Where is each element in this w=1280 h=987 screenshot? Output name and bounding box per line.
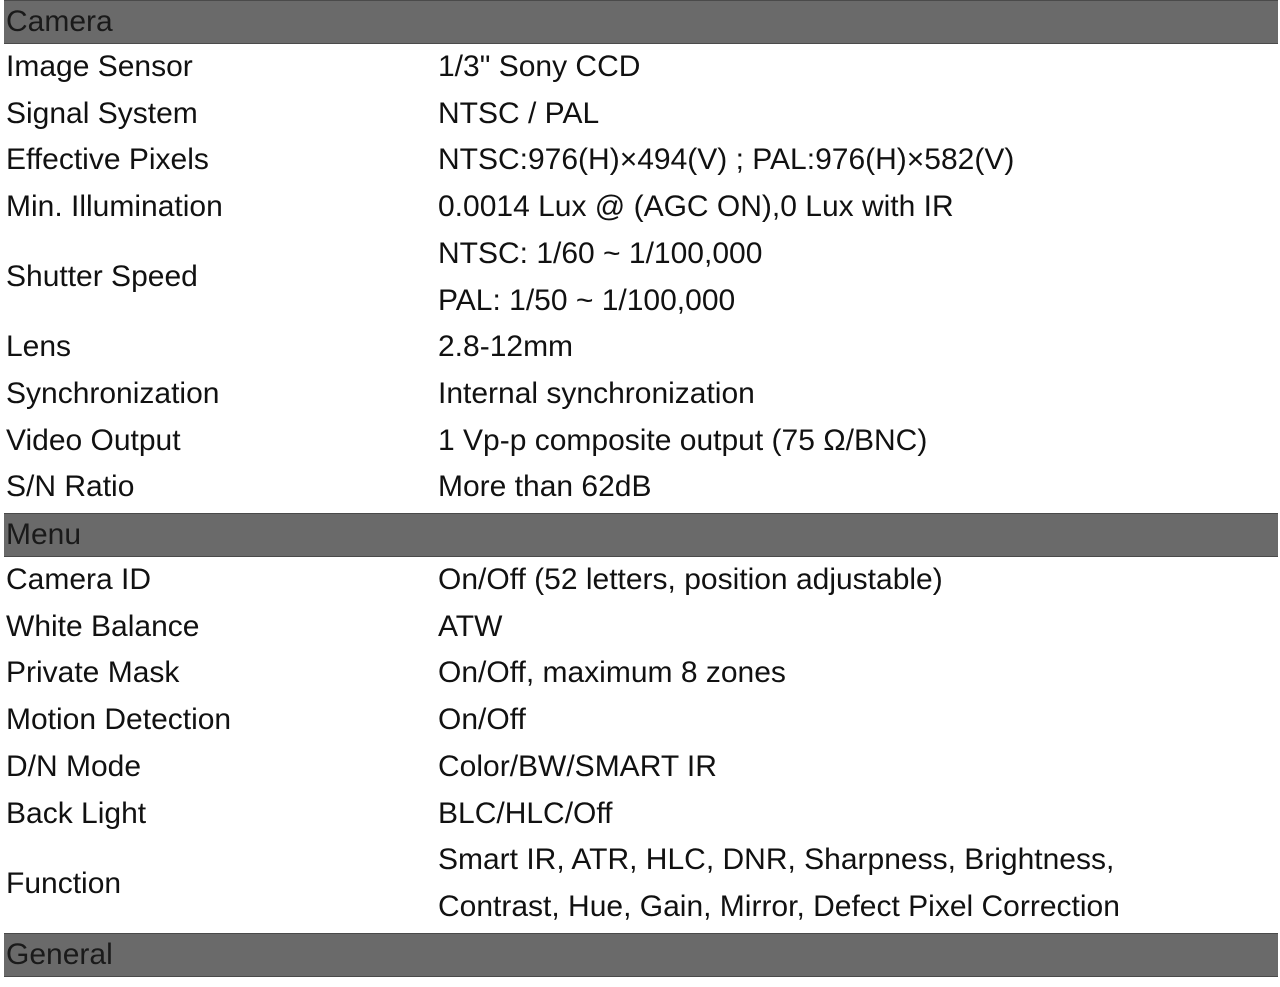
spec-value — [438, 557, 1278, 604]
spec-value-line: Contrast, Hue, Gain, Mirror, Defect Pixel Correction — [438, 889, 1120, 923]
spec-label: D/N Mode — [6, 749, 142, 783]
spec-value — [438, 604, 1278, 651]
spec-row — [4, 791, 1278, 838]
spec-row — [4, 557, 1278, 604]
spec-value — [438, 371, 1278, 418]
spec-value-line: NTSC: 1/60 ~ 1/100,000 — [438, 236, 763, 270]
spec-label: Lens — [6, 330, 72, 364]
spec-row — [4, 137, 1278, 184]
spec-value — [438, 324, 1278, 371]
spec-value — [438, 650, 1278, 697]
spec-value — [438, 837, 1278, 930]
spec-row — [4, 464, 1278, 511]
section-header-menu: Menu — [4, 513, 1278, 557]
spec-label: Synchronization — [6, 376, 220, 410]
spec-value-line: On/Off, maximum 8 zones — [438, 656, 786, 690]
spec-row — [4, 44, 1278, 91]
spec-value — [438, 231, 1278, 324]
spec-label: Effective Pixels — [6, 143, 209, 177]
spec-label: Shutter Speed — [6, 260, 198, 294]
spec-row — [4, 231, 1278, 324]
spec-value-line: 2.8-12mm — [438, 330, 574, 364]
spec-value — [438, 464, 1278, 511]
spec-value-line: On/Off (52 letters, position adjustable) — [438, 563, 943, 596]
spec-label: S/N Ratio — [6, 470, 135, 504]
spec-label: Back Light — [6, 796, 147, 830]
spec-value — [438, 697, 1278, 744]
spec-row — [4, 371, 1278, 418]
spec-value — [438, 137, 1278, 184]
spec-row — [4, 744, 1278, 791]
spec-value-line: On/Off — [438, 703, 526, 737]
spec-row — [4, 324, 1278, 371]
spec-table — [4, 0, 1278, 977]
section-header-camera: Camera — [4, 0, 1278, 44]
spec-label: Video Output — [6, 423, 181, 457]
spec-value-line: 1 Vp-p composite output (75 Ω/BNC) — [438, 423, 928, 457]
spec-row — [4, 184, 1278, 231]
spec-value — [438, 791, 1278, 838]
spec-value-line: 1/3" Sony CCD — [438, 50, 641, 83]
spec-row — [4, 650, 1278, 697]
spec-value — [438, 184, 1278, 231]
spec-label: Camera ID — [6, 563, 152, 596]
spec-value — [438, 418, 1278, 465]
spec-value-line: 0.0014 Lux @ (AGC ON),0 Lux with IR — [438, 190, 954, 224]
spec-value-line: ATW — [438, 609, 503, 643]
spec-row — [4, 604, 1278, 651]
spec-label: White Balance — [6, 609, 200, 643]
section-header-general: General — [4, 933, 1278, 977]
spec-label: Min. Illumination — [6, 190, 223, 224]
spec-value — [438, 91, 1278, 138]
spec-value-line: NTSC:976(H)×494(V) ; PAL:976(H)×582(V) — [438, 143, 1015, 177]
spec-label: Private Mask — [6, 656, 180, 690]
spec-label: Function — [6, 866, 122, 900]
spec-value-line: PAL: 1/50 ~ 1/100,000 — [438, 283, 736, 317]
spec-label: Signal System — [6, 96, 198, 130]
spec-value-line: BLC/HLC/Off — [438, 796, 613, 830]
spec-value-line: NTSC / PAL — [438, 96, 600, 130]
spec-row — [4, 418, 1278, 465]
spec-row — [4, 697, 1278, 744]
spec-value — [438, 44, 1278, 91]
spec-value-line: Color/BW/SMART IR — [438, 749, 717, 783]
spec-label: Image Sensor — [6, 50, 193, 83]
spec-label: Motion Detection — [6, 703, 232, 737]
spec-value-line: Internal synchronization — [438, 376, 755, 410]
spec-row — [4, 837, 1278, 930]
spec-value — [438, 744, 1278, 791]
spec-value-line: Smart IR, ATR, HLC, DNR, Sharpness, Brightness, — [438, 843, 1115, 877]
spec-value-line: More than 62dB — [438, 470, 652, 504]
spec-row — [4, 91, 1278, 138]
